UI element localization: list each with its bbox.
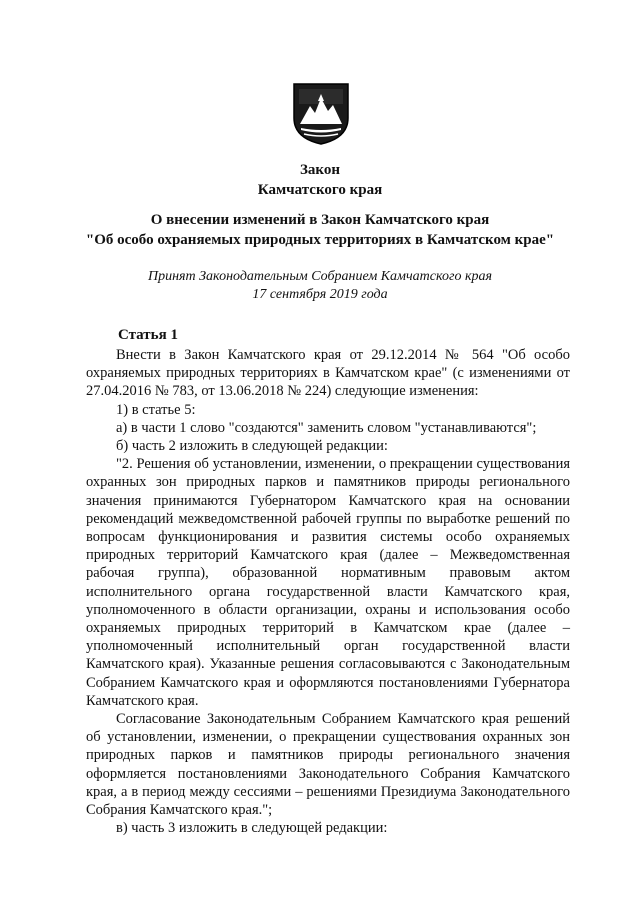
adoption-date: 17 сентября 2019 года [252, 287, 388, 302]
kamchatka-coat-of-arms-emblem [290, 80, 352, 146]
adoption-note [0, 268, 640, 304]
article-heading: Статья 1 [118, 327, 178, 343]
article-body [86, 346, 570, 837]
paragraph-item-b: б) часть 2 изложить в следующей редакции: [116, 438, 388, 455]
paragraph-item-c: в) часть 3 изложить в следующей редакции: [116, 820, 388, 837]
paragraph-item-1: 1) в статье 5: [116, 401, 196, 418]
law-subject [0, 210, 640, 250]
paragraph-approval: Согласование Законодательным Собранием Камчатского края решений об установлении, изменении, о прекращении существования охранных зон природных парков и памятников природы регионального значения оформляется постановлениями Законодательного Собрания Камчатского края, а в период между сессиями – решениями Президиума Законодательного Собрания Камчатского края."; [86, 711, 570, 819]
paragraph-intro: Внести в Закон Камчатского края от 29.12.2014 № 564 "Об особо охраняемых природных территориях в Камчатском крае" (с изменениями от 27.04.2016 № 783, от 13.06.2018 № 224) следующие изменения: [86, 347, 570, 400]
law-subject-line1: О внесении изменений в Закон Камчатского края [150, 212, 490, 228]
paragraph-part-2: "2. Решения об установлении, изменении, о прекращении существования охранных зон природных парков и памятников природы регионального значения принимаются Губернатором Камчатского края на основании рекомендаций межведомственной рабочей группы по выработке решений по вопросам функционирования и развития системы особо охраняемых природных территорий Камчатского края (далее – Межведомственная рабочая группа), образованной нормативным правовым актом исполнительного органа государственной власти Камчатского края, уполномоченного в области организации, охраны и использования особо охраняемых природных территорий в Камчатском крае (далее – уполномоченный исполнительный орган государственной власти Камчатского края). Указанные решения согласовываются с Законодательным Собранием Камчатского края и оформляются постановлениями Губернатора Камчатского края. [86, 456, 570, 709]
adoption-note-line1: Принят Законодательным Собранием Камчатского края [147, 269, 493, 284]
law-title [0, 160, 640, 200]
law-title-line2: Камчатского края [257, 182, 383, 198]
paragraph-item-a: а) в части 1 слово "создаются" заменить словом "устанавливаются"; [116, 419, 537, 436]
law-subject-line2: "Об особо охраняемых природных территориях в Камчатском крае" [85, 232, 555, 248]
law-title-line1: Закон [299, 162, 340, 178]
